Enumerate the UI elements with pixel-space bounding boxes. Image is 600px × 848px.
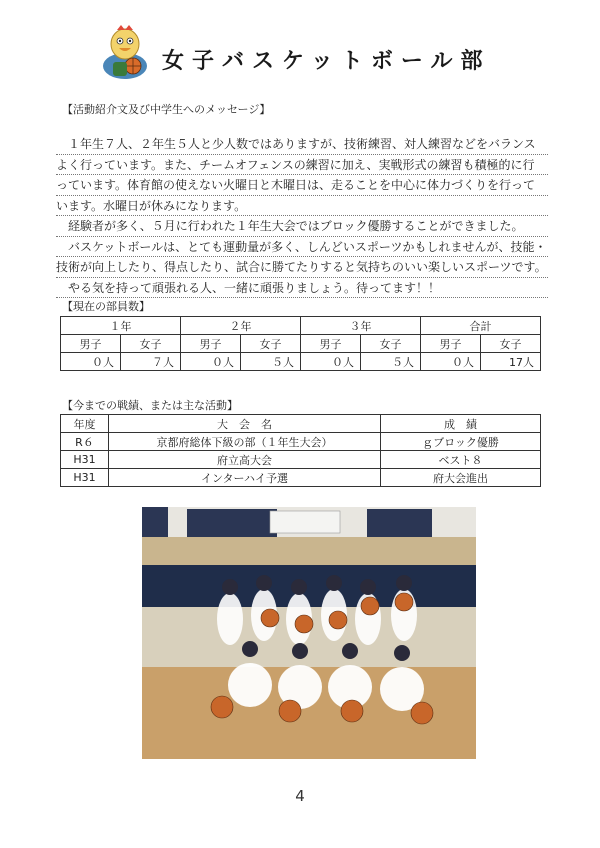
gender-header: 男子 xyxy=(181,335,241,353)
table-row xyxy=(61,433,541,451)
results-table xyxy=(60,414,541,487)
result-outcome: ベスト８ xyxy=(381,451,541,469)
page-title: 女子バスケットボール部 xyxy=(162,49,491,74)
gender-header: 男子 xyxy=(421,335,481,353)
result-outcome: ｇブロック優勝 xyxy=(381,433,541,451)
intro-line: っています。体育館の使えない火曜日と木曜日は、走ることを中心に体力づくりを行って xyxy=(56,175,548,196)
gender-header: 女子 xyxy=(121,335,181,353)
intro-line: います。水曜日が休みになります。 xyxy=(56,196,548,217)
grade-header: １年 xyxy=(61,317,181,335)
result-outcome: 府大会進出 xyxy=(381,469,541,487)
result-tournament: インターハイ予選 xyxy=(109,469,381,487)
grade-header: 合計 xyxy=(421,317,541,335)
member-count: 17人 xyxy=(481,353,541,371)
gender-header: 女子 xyxy=(481,335,541,353)
intro-line: よく行っています。また、チームオフェンスの練習に加え、実戦形式の練習も積極的に行 xyxy=(56,155,548,176)
result-year: H31 xyxy=(61,451,109,469)
intro-heading: 【活動紹介文及び中学生へのメッセージ】 xyxy=(62,103,271,116)
grade-header: ２年 xyxy=(181,317,301,335)
results-header: 大 会 名 xyxy=(109,415,381,433)
member-count: ７人 xyxy=(121,353,181,371)
result-tournament: 府立高大会 xyxy=(109,451,381,469)
member-count: ０人 xyxy=(61,353,121,371)
result-tournament: 京都府総体下級の部（１年生大会） xyxy=(109,433,381,451)
member-count: ５人 xyxy=(241,353,301,371)
gender-header: 女子 xyxy=(361,335,421,353)
intro-line: バスケットボールは、とても運動量が多く、しんどいスポーツかもしれませんが、技能・ xyxy=(56,237,548,258)
intro-line: やる気を持って頑張れる人、一緒に頑張りましょう。待ってます！！ xyxy=(56,278,548,299)
gender-header: 男子 xyxy=(301,335,361,353)
members-table xyxy=(60,316,541,371)
intro-line: １年生７人、２年生５人と少人数ではありますが、技術練習、対人練習などをバランス xyxy=(56,134,548,155)
member-count: ０人 xyxy=(301,353,361,371)
page-number: 4 xyxy=(295,787,305,805)
gender-header: 女子 xyxy=(241,335,301,353)
member-count: ０人 xyxy=(421,353,481,371)
result-year: H31 xyxy=(61,469,109,487)
member-count: ０人 xyxy=(181,353,241,371)
grade-header: ３年 xyxy=(301,317,421,335)
result-year: R６ xyxy=(61,433,109,451)
intro-message xyxy=(56,134,548,298)
results-header: 成 績 xyxy=(381,415,541,433)
team-photo xyxy=(142,507,476,759)
school-mascot-logo xyxy=(95,22,155,84)
results-heading: 【今までの戦績、または主な活動】 xyxy=(62,399,238,412)
members-heading: 【現在の部員数】 xyxy=(62,300,150,313)
table-row xyxy=(61,469,541,487)
intro-line: 技術が向上したり、得点したり、試合に勝てたりすると気持ちのいい楽しいスポーツです。 xyxy=(56,257,548,278)
results-header: 年度 xyxy=(61,415,109,433)
gender-header: 男子 xyxy=(61,335,121,353)
member-count: ５人 xyxy=(361,353,421,371)
intro-line: 経験者が多く、５月に行われた１年生大会ではブロック優勝することができました。 xyxy=(56,216,548,237)
table-row xyxy=(61,451,541,469)
